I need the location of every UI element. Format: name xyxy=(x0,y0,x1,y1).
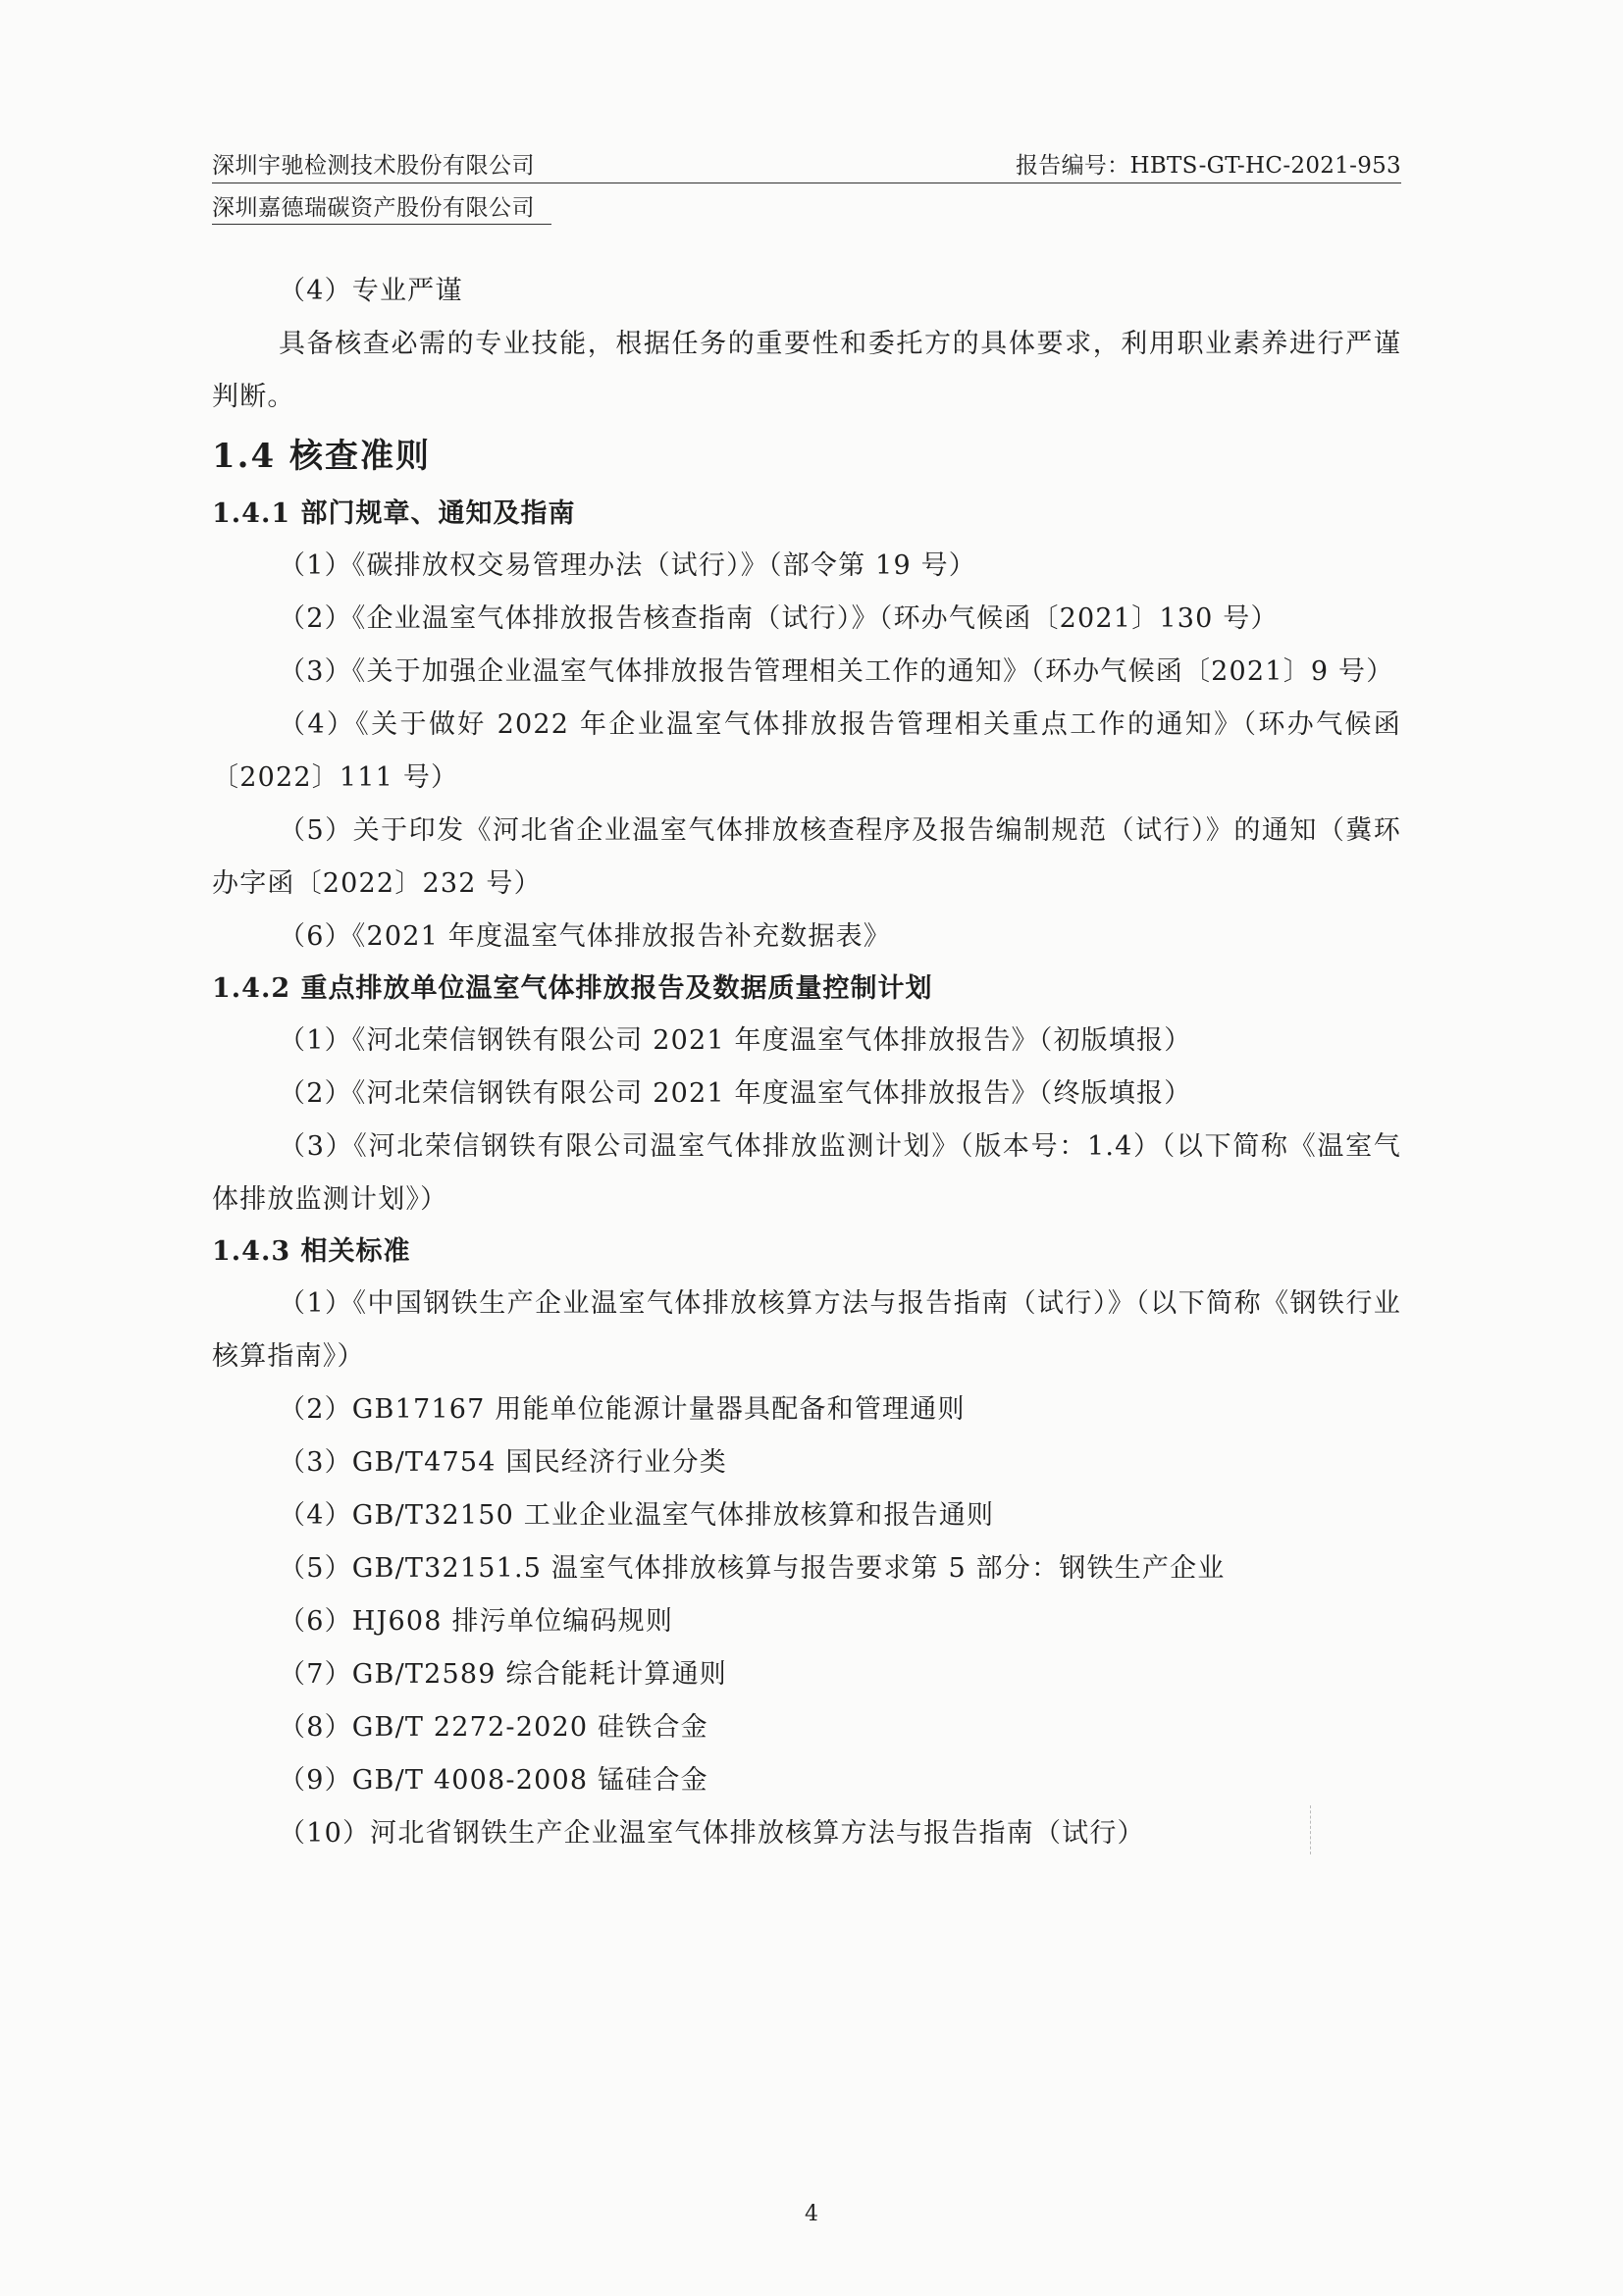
header-company-2: 深圳嘉德瑞碳资产股份有限公司 xyxy=(212,195,535,221)
list-item: （3）《河北荣信钢铁有限公司温室气体排放监测计划》（版本号：1.4）（以下简称《温室气体排放监测计划》） xyxy=(212,1131,1401,1215)
list-item: （3）GB/T4754 国民经济行业分类 xyxy=(279,1447,727,1478)
header-company-1: 深圳宇驰检测技术股份有限公司 xyxy=(212,153,535,179)
list-item: （4）《关于做好 2022 年企业温室气体排放报告管理相关重点工作的通知》（环办气候函〔2022〕111 号） xyxy=(212,709,1401,793)
list-item: （8）GB/T 2272-2020 硅铁合金 xyxy=(279,1712,708,1743)
list-item: （4）GB/T32150 工业企业温室气体排放核算和报告通则 xyxy=(279,1500,995,1531)
list-item: （2）《企业温室气体排放报告核查指南（试行）》（环办气候函〔2021〕130 号） xyxy=(279,603,1279,634)
section-heading-1-4-1: 1.4.1 部门规章、通知及指南 xyxy=(212,498,576,529)
list-item: （10）河北省钢铁生产企业温室气体排放核算方法与报告指南（试行） xyxy=(279,1818,1145,1849)
list-item: （1）《中国钢铁生产企业温室气体排放核算方法与报告指南（试行）》（以下简称《钢铁行业 核算指南》） xyxy=(212,1288,1401,1372)
list-item: （7）GB/T2589 综合能耗计算通则 xyxy=(279,1659,727,1690)
paragraph-heading: （4）专业严谨 xyxy=(279,276,463,306)
document-body xyxy=(212,265,1401,1860)
list-item: （3）《关于加强企业温室气体排放报告管理相关工作的通知》（环办气候函〔2021〕9 号） xyxy=(279,656,1394,687)
header-report-number: 报告编号：HBTS-GT-HC-2021-953 xyxy=(1015,153,1401,179)
page-number: 4 xyxy=(805,2202,818,2226)
paragraph: 具备核查必需的专业技能，根据任务的重要性和委托方的具体要求，利用职业素养进行严谨判断。 xyxy=(212,329,1401,412)
section-heading-1-4-3: 1.4.3 相关标准 xyxy=(212,1236,411,1267)
list-item: （1）《碳排放权交易管理办法（试行）》（部令第 19 号） xyxy=(279,550,976,581)
list-item: （2）GB17167 用能单位能源计量器具配备和管理通则 xyxy=(279,1394,966,1425)
list-item: （5）关于印发《河北省企业温室气体排放核查程序及报告编制规范（试行）》的通知（冀环办字函〔2022〕232 号） xyxy=(212,815,1401,899)
list-item: （6）《2021 年度温室气体排放报告补充数据表》 xyxy=(279,921,891,952)
list-item: （6）HJ608 排污单位编码规则 xyxy=(279,1606,674,1637)
list-item: （5）GB/T32151.5 温室气体排放核算与报告要求第 5 部分：钢铁生产企业 xyxy=(279,1553,1226,1584)
scan-mark xyxy=(1310,1805,1313,1854)
section-heading-1-4: 1.4 核查准则 xyxy=(212,437,431,476)
list-item: （9）GB/T 4008-2008 锰硅合金 xyxy=(279,1765,708,1796)
section-heading-1-4-2: 1.4.2 重点排放单位温室气体排放报告及数据质量控制计划 xyxy=(212,973,933,1004)
list-item: （1）《河北荣信钢铁有限公司 2021 年度温室气体排放报告》（初版填报） xyxy=(279,1025,1192,1056)
header-rule-short xyxy=(212,224,551,225)
list-item: （2）《河北荣信钢铁有限公司 2021 年度温室气体排放报告》（终版填报） xyxy=(279,1078,1192,1109)
